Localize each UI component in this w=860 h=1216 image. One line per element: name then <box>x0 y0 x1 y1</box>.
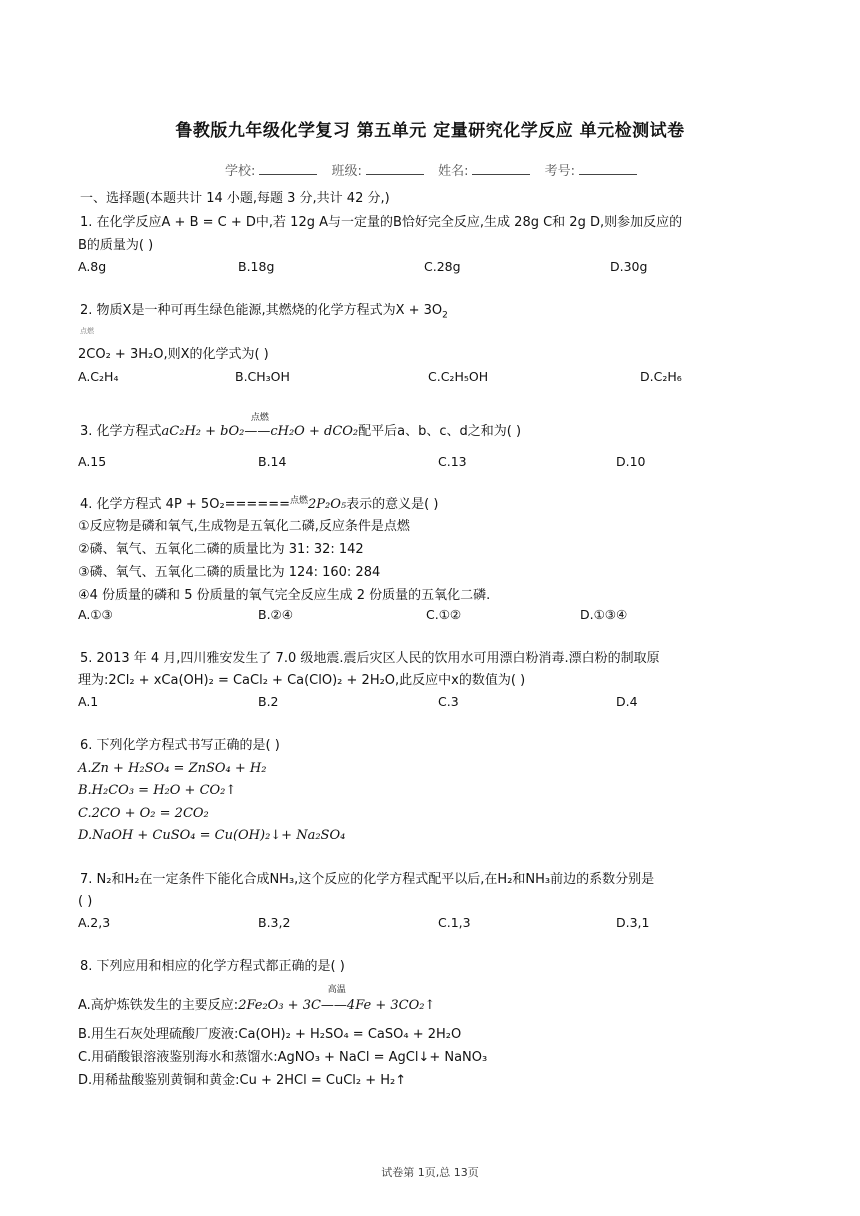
question-5-text-2: 理为:2Cl₂ + xCa(OH)₂ = CaCl₂ + Ca(ClO)₂ + 2H₂O,此反应中x的数值为( ) <box>78 673 526 688</box>
q4-suffix: 表示的意义是( ) <box>346 497 439 512</box>
q8-option-b: B.用生石灰处理硫酸厂废液:Ca(OH)₂ + H₂SO₄ = CaSO₄ + 2H₂O <box>78 1027 462 1042</box>
q7-option-b: B.3,2 <box>258 915 291 930</box>
q2-option-c: C.C₂H₅OH <box>428 369 489 384</box>
q4-item-4: ④4 份质量的磷和 5 份质量的氧气完全反应生成 2 份质量的五氧化二磷. <box>78 588 491 603</box>
q4-item-3: ③磷、氧气、五氧化二磷的质量比为 124: 160: 284 <box>78 565 381 580</box>
q6-option-b: B.H₂CO₃ = H₂O + CO₂↑ <box>78 783 237 798</box>
section-heading: 一、选择题(本题共计 14 小题,每题 3 分,共计 42 分,) <box>80 191 390 206</box>
q3-option-c: C.13 <box>438 454 467 469</box>
q3-condition: 点燃 <box>250 413 269 423</box>
question-1-text: 1. 在化学反应A + B = C + D中,若 12g A与一定量的B恰好完全反应,生成 28g C和 2g D,则参加反应的 <box>80 215 683 230</box>
q7-option-a: A.2,3 <box>78 915 111 930</box>
q4-cond-wrap <box>290 496 308 515</box>
q8-a-prefix: A.高炉炼铁发生的主要反应: <box>78 998 239 1013</box>
question-4-text <box>80 496 438 515</box>
q4-option-d: D.①③④ <box>580 607 628 622</box>
q7-option-d: D.3,1 <box>616 915 650 930</box>
school-blank <box>259 162 317 175</box>
q2-option-a: A.C₂H₄ <box>78 369 119 384</box>
q8-option-d: D.用稀盐酸鉴别黄铜和黄金:Cu + 2HCl = CuCl₂ + H₂↑ <box>78 1073 407 1088</box>
school-label: 学校: <box>225 164 256 179</box>
name-label: 姓名: <box>438 164 469 179</box>
q2-option-d: D.C₂H₆ <box>640 369 682 384</box>
q2-option-b: B.CH₃OH <box>235 369 290 384</box>
q4-option-b: B.②④ <box>258 607 293 622</box>
q4-item-1: ①反应物是磷和氧气,生成物是五氧化二磷,反应条件是点燃 <box>78 519 410 534</box>
student-info-row <box>0 160 860 179</box>
q4-item-2: ②磷、氧气、五氧化二磷的质量比为 31: 32: 142 <box>78 542 364 557</box>
q6-option-c: C.2CO + O₂ = 2CO₂ <box>78 806 209 821</box>
question-5-text: 5. 2013 年 4 月,四川雅安发生了 7.0 级地震.震后灾区人民的饮用水可用漂白粉消毒.漂白粉的制取原 <box>80 651 660 666</box>
class-blank <box>366 162 424 175</box>
q3-prefix: 3. 化学方程式 <box>80 424 162 439</box>
q1-option-b: B.18g <box>238 259 275 274</box>
q4-option-a: A.①③ <box>78 607 113 622</box>
q4-option-c: C.①② <box>426 607 462 622</box>
q3-option-a: A.15 <box>78 454 107 469</box>
class-label: 班级: <box>331 164 362 179</box>
q4-condition: 点燃 <box>290 496 309 506</box>
exam-no-blank <box>579 162 637 175</box>
question-2-text-2: 2CO₂ + 3H₂O,则X的化学式为( ) <box>78 347 269 362</box>
q5-option-c: C.3 <box>438 694 459 709</box>
question-1-text-2: B的质量为( ) <box>78 238 154 253</box>
q6-option-a: A.Zn + H₂SO₄ = ZnSO₄ + H₂ <box>78 761 267 776</box>
question-7-text-2: ( ) <box>78 894 93 909</box>
q8-a-equation <box>238 985 436 1015</box>
q5-option-a: A.1 <box>78 694 99 709</box>
q2-line1-sub: 2 <box>442 310 448 321</box>
name-blank <box>472 162 530 175</box>
page-title: 鲁教版九年级化学复习 第五单元 定量研究化学反应 单元检测试卷 <box>175 121 685 141</box>
q2-line1: 2. 物质X是一种可再生绿色能源,其燃烧的化学方程式为X + 3O <box>80 303 443 318</box>
q8-option-c: C.用硝酸银溶液鉴别海水和蒸馏水:AgNO₃ + NaCl = AgCl↓+ NaNO₃ <box>78 1050 488 1065</box>
question-2-text <box>80 302 448 325</box>
q6-option-d: D.NaOH + CuSO₄ = Cu(OH)₂↓+ Na₂SO₄ <box>78 828 346 843</box>
q1-option-d: D.30g <box>610 259 648 274</box>
question-7-text: 7. N₂和H₂在一定条件下能化合成NH₃,这个反应的化学方程式配平以后,在H₂和NH₃前边的系数分别是 <box>80 872 655 887</box>
question-8-text: 8. 下列应用和相应的化学方程式都正确的是( ) <box>80 959 345 974</box>
question-6-text: 6. 下列化学方程式书写正确的是( ) <box>80 738 280 753</box>
q1-option-a: A.8g <box>78 259 107 274</box>
q7-option-c: C.1,3 <box>438 915 471 930</box>
q3-eq-text: aC₂H₂ + bO₂——cH₂O + dCO₂ <box>161 424 359 439</box>
q4-prefix: 4. 化学方程式 4P + 5O₂====== <box>80 497 291 512</box>
q5-option-b: B.2 <box>258 694 279 709</box>
q4-eq2: 2P₂O₅ <box>308 497 347 512</box>
q3-option-d: D.10 <box>616 454 646 469</box>
q5-option-d: D.4 <box>616 694 638 709</box>
exam-no-label: 考号: <box>544 164 575 179</box>
question-3-text <box>80 413 522 441</box>
q2-condition-mark: 点燃 <box>80 327 94 335</box>
q8-a-condition: 高温 <box>327 985 346 995</box>
q3-equation <box>161 413 359 441</box>
q8-a-eq-text: 2Fe₂O₃ + 3C——4Fe + 3CO₂↑ <box>238 998 436 1013</box>
q1-option-c: C.28g <box>424 259 461 274</box>
q8-option-a <box>78 985 436 1015</box>
page-footer: 试卷第 1页,总 13页 <box>381 1166 479 1179</box>
q3-suffix: 配平后a、b、c、d之和为( ) <box>358 424 522 439</box>
q3-option-b: B.14 <box>258 454 287 469</box>
